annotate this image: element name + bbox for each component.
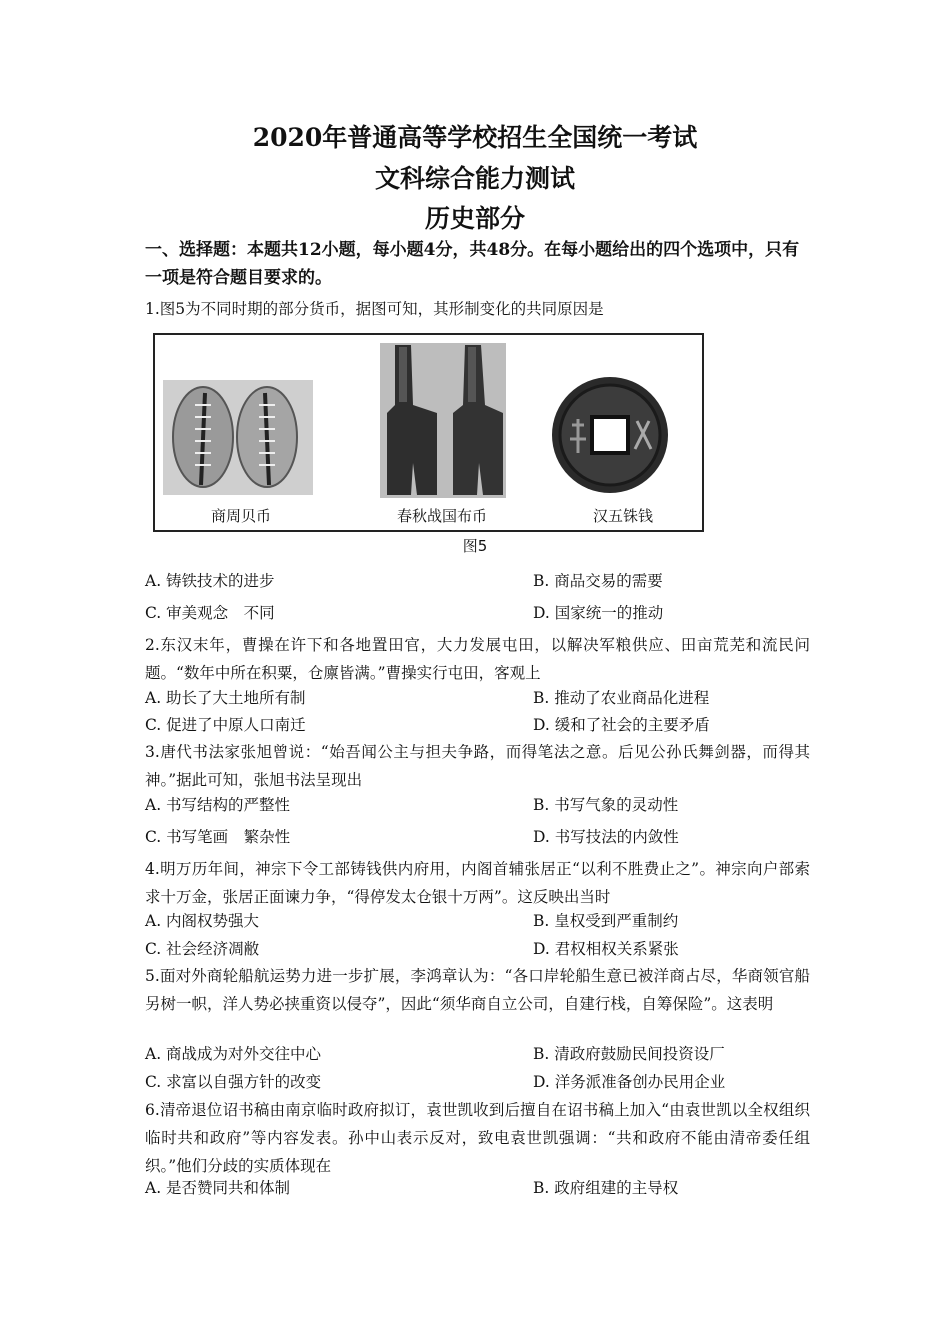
- q2-option-b[interactable]: B. 推动了农业商品化进程: [533, 689, 710, 707]
- q5-option-a[interactable]: A. 商战成为对外交往中心: [145, 1045, 322, 1063]
- wuzhu-coin-image: [552, 377, 668, 493]
- figure-label: 图5: [462, 537, 488, 555]
- q2-option-c[interactable]: C. 促进了中原人口南迁: [145, 716, 306, 734]
- q1-option-b[interactable]: B. 商品交易的需要: [533, 572, 663, 590]
- q3-option-b[interactable]: B. 书写气象的灵动性: [533, 796, 679, 814]
- caption-shell-coin: 商周贝币: [211, 507, 272, 525]
- question-1-stem: 1.图5为不同时期的部分货币，据图可知，其形制变化的共同原因是: [145, 300, 604, 318]
- q2-option-d[interactable]: D. 缓和了社会的主要矛盾: [533, 716, 710, 734]
- question-3-stem: 3.唐代书法家张旭曾说：“始吾闻公主与担夫争路，而得笔法之意。后见公孙氏舞剑器，而得其神。”据此可知，张旭书法呈现出: [145, 743, 810, 789]
- caption-wuzhu-coin: 汉五铢钱: [593, 507, 654, 525]
- exam-title: 2020年普通高等学校招生全国统一考试: [252, 123, 698, 152]
- caption-spade-coin: 春秋战国布币: [397, 507, 488, 525]
- q4-option-d[interactable]: D. 君权相权关系紧张: [533, 940, 679, 958]
- q3-option-d[interactable]: D. 书写技法的内敛性: [533, 828, 679, 846]
- q5-option-c[interactable]: C. 求富以自强方针的改变: [145, 1073, 322, 1091]
- q5-option-d[interactable]: D. 洋务派准备创办民用企业: [533, 1073, 726, 1091]
- q3-option-a[interactable]: A. 书写结构的严整性: [145, 796, 291, 814]
- q4-option-b[interactable]: B. 皇权受到严重制约: [533, 912, 679, 930]
- question-2-stem: 2.东汉末年，曹操在许下和各地置田官，大力发展屯田，以解决军粮供应、田亩荒芜和流民问题。“数年中所在积粟，仓廪皆满。”曹操实行屯田，客观上: [145, 636, 810, 682]
- question-5-stem: 5.面对外商轮船航运势力进一步扩展，李鸿章认为：“各口岸轮船生意已被洋商占尽，华商领官船另树一帜，洋人势必挟重资以侵夺”，因此“须华商自立公司，自建行栈，自筹保险”。这表明: [145, 967, 810, 1013]
- currency-figure: [153, 333, 704, 532]
- section-heading: 一、选择题：本题共12小题，每小题4分，共48分。在每小题给出的四个选项中，只有一项是符合题目要求的。: [145, 240, 800, 288]
- q1-option-c[interactable]: C. 审美观念 不同: [145, 604, 275, 622]
- q1-option-d[interactable]: D. 国家统一的推动: [533, 604, 664, 622]
- question-6-stem: 6.清帝退位诏书稿由南京临时政府拟订，袁世凯收到后擅自在诏书稿上加入“由袁世凯以全权组织临时共和政府”等内容发表。孙中山表示反对，致电袁世凯强调：“共和政府不能由清帝委任组织。”他们分歧的实质体现在: [145, 1101, 810, 1175]
- q5-option-b[interactable]: B. 清政府鼓励民间投资设厂: [533, 1045, 725, 1063]
- q4-option-c[interactable]: C. 社会经济凋敝: [145, 940, 260, 958]
- q1-option-a[interactable]: A. 铸铁技术的进步: [145, 572, 275, 590]
- spade-coin-image: [380, 343, 506, 498]
- q6-option-a[interactable]: A. 是否赞同共和体制: [145, 1179, 291, 1197]
- section-subject-title: 历史部分: [424, 204, 525, 233]
- q3-option-c[interactable]: C. 书写笔画 繁杂性: [145, 828, 291, 846]
- shell-coin-image: [163, 380, 313, 495]
- exam-subtitle: 文科综合能力测试: [374, 164, 575, 193]
- q2-option-a[interactable]: A. 助长了大土地所有制: [145, 689, 306, 707]
- question-4-stem: 4.明万历年间，神宗下令工部铸钱供内府用，内阁首辅张居正“以利不胜费止之”。神宗向户部索求十万金，张居正面谏力争，“得停发太仓银十万两”。这反映出当时: [145, 860, 810, 906]
- currency-illustration: [155, 335, 702, 530]
- q4-option-a[interactable]: A. 内阁权势强大: [145, 912, 260, 930]
- q6-option-b[interactable]: B. 政府组建的主导权: [533, 1179, 679, 1197]
